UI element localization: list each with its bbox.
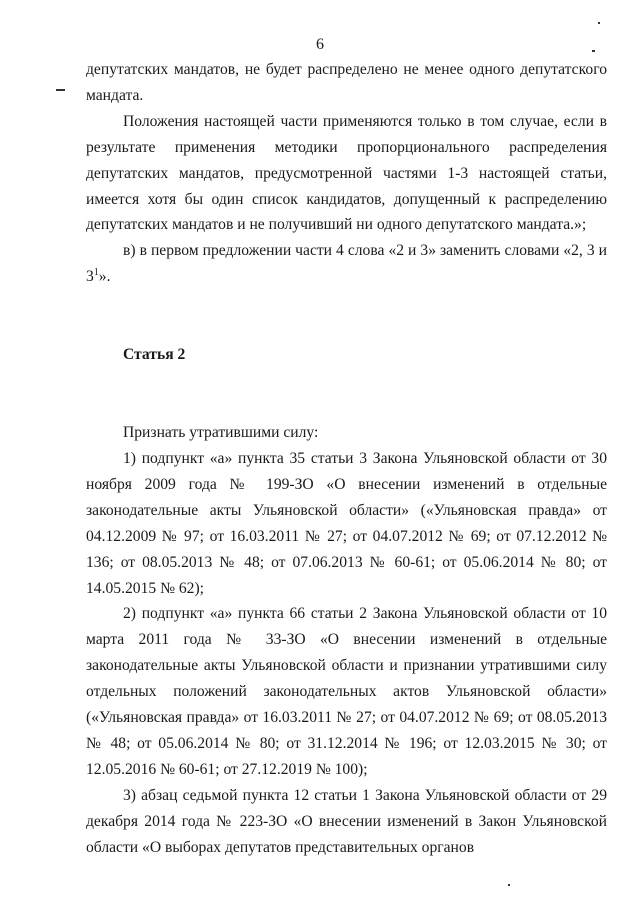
scan-speck: [592, 50, 595, 52]
list-item-1: 1) подпункт «а» пункта 35 статьи 3 Закона Ульяновской области от 30 ноября 2009 года № 199-ЗО «О внесении изменений в отдельные законодательные акты Ульяновской области» («Ульяновская правда» от 04.12.2009 № 97; от 16.03.2011 № 27; от 04.07.2012 № 69; от 07.12.2012 № 136; от 08.05.2013 № 48; от 07.06.2013 № 60-61; от 05.06.2014 № 80; от 14.05.2015 № 62);: [86, 449, 607, 597]
document-body: [86, 57, 607, 860]
amendment-text-end: ».: [98, 268, 111, 286]
amendment-text: в) в первом предложении части 4 слова «2 и 3» заменить словами «2, 3 и 3: [86, 242, 607, 286]
scan-speck: [56, 89, 65, 91]
article-heading: Статья 2: [123, 346, 186, 364]
superscript: 1: [93, 267, 99, 279]
paragraph-amendment-v: [86, 238, 607, 290]
paragraph-continuation: депутатских мандатов, не будет распределено не менее одного депутатского мандата.: [86, 61, 607, 104]
scan-speck: [598, 22, 600, 24]
paragraph-provisions: Положения настоящей части применяются только в том случае, если в результате применения методики пропорционального распределения депутатских мандатов, предусмотренной частями 1-3 настоящей статьи, имеется хотя бы один список кандидатов, допущенный к распределению депутатских мандатов и не получивший ни одного депутатского мандата.»;: [86, 112, 607, 234]
list-item-2: 2) подпункт «а» пункта 66 статьи 2 Закона Ульяновской области от 10 марта 2011 года № 33-ЗО «О внесении изменений в отдельные законодательные акты Ульяновской области и признании утратившими силу отдельных положений законодательных актов Ульяновской области» («Ульяновская правда» от 16.03.2011 № 27; от 04.07.2012 № 69; от 08.05.2013 № 48; от 05.06.2014 № 80; от 31.12.2014 № 196; от 12.03.2015 № 30; от 12.05.2016 № 60-61; от 27.12.2019 № 100);: [86, 605, 607, 778]
page-number: 6: [316, 36, 324, 53]
list-item-3: 3) абзац седьмой пункта 12 статьи 1 Закона Ульяновской области от 29 декабря 2014 года № 223-ЗО «О внесении изменений в Закон Ульяновской области «О выборах депутатов представительных органов: [86, 786, 607, 856]
paragraph-repeal-intro: Признать утратившими силу:: [123, 424, 319, 442]
scan-speck: [508, 884, 510, 886]
